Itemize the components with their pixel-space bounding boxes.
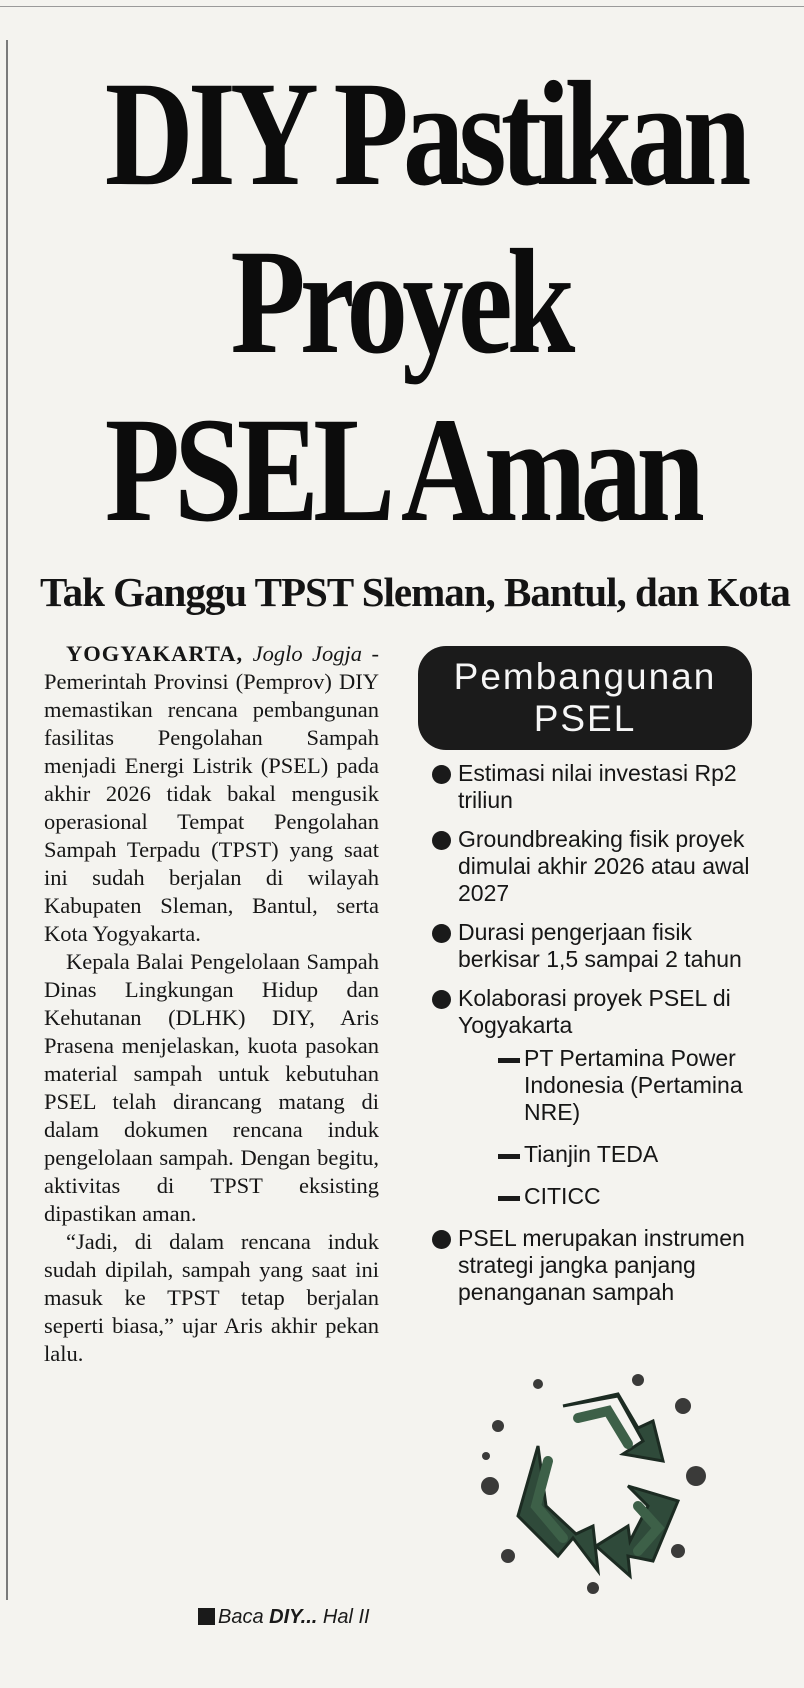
paragraph-text: - Pemerintah Provinsi (Pemprov) DIY memastikan rencana pembangunan fasilitas Pengolahan Sampah menjadi Energi Listrik (PSEL) pada akhir 2026 tidak bakal mengusik operasional Tempat Pengolahan Sampah Terpadu (TPST) yang saat ini sudah berjalan di wilayah Kabupaten Sleman, Bantul, serta Kota Yogyakarta. [44,641,379,946]
fact-text: Durasi pengerjaan fisik berkisar 1,5 sampai 2 tahun [458,919,742,972]
headline-line: PSEL Aman [104,387,700,553]
dash-icon [498,1154,520,1159]
fact-list [418,760,754,1318]
dash-icon [498,1058,520,1063]
fact-box-title-line: Pembangunan [453,656,717,697]
partner-name: Tianjin TEDA [524,1141,659,1167]
bullet-icon [432,831,451,850]
bullet-icon [432,990,451,1009]
fact-box-title-line: PSEL [533,698,637,739]
article-paragraph: “Jadi, di dalam rencana induk sudah dipilah, sampah yang saat ini masuk ke TPST tetap berjalan seperti biasa,” ujar Aris akhir pekan lalu. [44,1229,379,1366]
recycle-icon [478,1366,708,1596]
bullet-icon [432,765,451,784]
dateline: YOGYAKARTA, [66,641,244,666]
fact-item [418,985,754,1210]
fact-text: Kolaborasi proyek PSEL di Yogyakarta [458,985,731,1038]
fact-text: Groundbreaking fisik proyek dimulai akhir 2026 atau awal 2027 [458,826,750,906]
partner-name: PT Pertamina Power Indonesia (Pertamina NRE) [524,1045,743,1125]
bullet-icon [432,924,451,943]
continue-keyword: DIY... [269,1606,318,1628]
partner-item [484,1183,754,1210]
article-paragraph [44,640,379,948]
fact-item [418,1225,754,1306]
top-rule [0,6,804,7]
fact-box [418,646,754,1596]
article-body [44,640,379,1368]
partner-item [484,1045,754,1126]
headline [104,50,746,554]
news-source: Joglo Jogja [252,641,363,666]
square-bullet-icon [198,1608,215,1625]
fact-item [418,919,754,973]
dash-icon [498,1196,520,1201]
fact-text: Estimasi nilai investasi Rp2 triliun [458,760,737,813]
fact-item [418,760,754,814]
fact-text: PSEL merupakan instrumen strategi jangka panjang penanganan sampah [458,1225,745,1305]
fact-box-title [418,646,752,750]
headline-line: DIY Pastikan [104,51,746,217]
partner-list [458,1045,754,1210]
continue-page: Hal II [322,1606,370,1628]
headline-line: Proyek [230,219,570,385]
column-rule [6,40,8,1600]
article-paragraph: Kepala Balai Pengelolaan Sampah Dinas Lingkungan Hidup dan Kehutanan (DLHK) DIY, Aris Prasena menjelaskan, kuota pasokan material sampah untuk kebutuhan PSEL telah dirancang matang di dalam dokumen rencana induk pengelolaan sampah. Dengan begitu, aktivitas di TPST eksisting dipastikan aman. [44,949,379,1226]
partner-item [484,1141,754,1168]
fact-item [418,826,754,907]
partner-name: CITICC [524,1183,601,1209]
subheadline: Tak Ganggu TPST Sleman, Bantul, dan Kota [40,569,790,615]
bullet-icon [432,1230,451,1249]
continue-link[interactable] [198,1606,370,1629]
continue-prefix: Baca [218,1606,264,1628]
